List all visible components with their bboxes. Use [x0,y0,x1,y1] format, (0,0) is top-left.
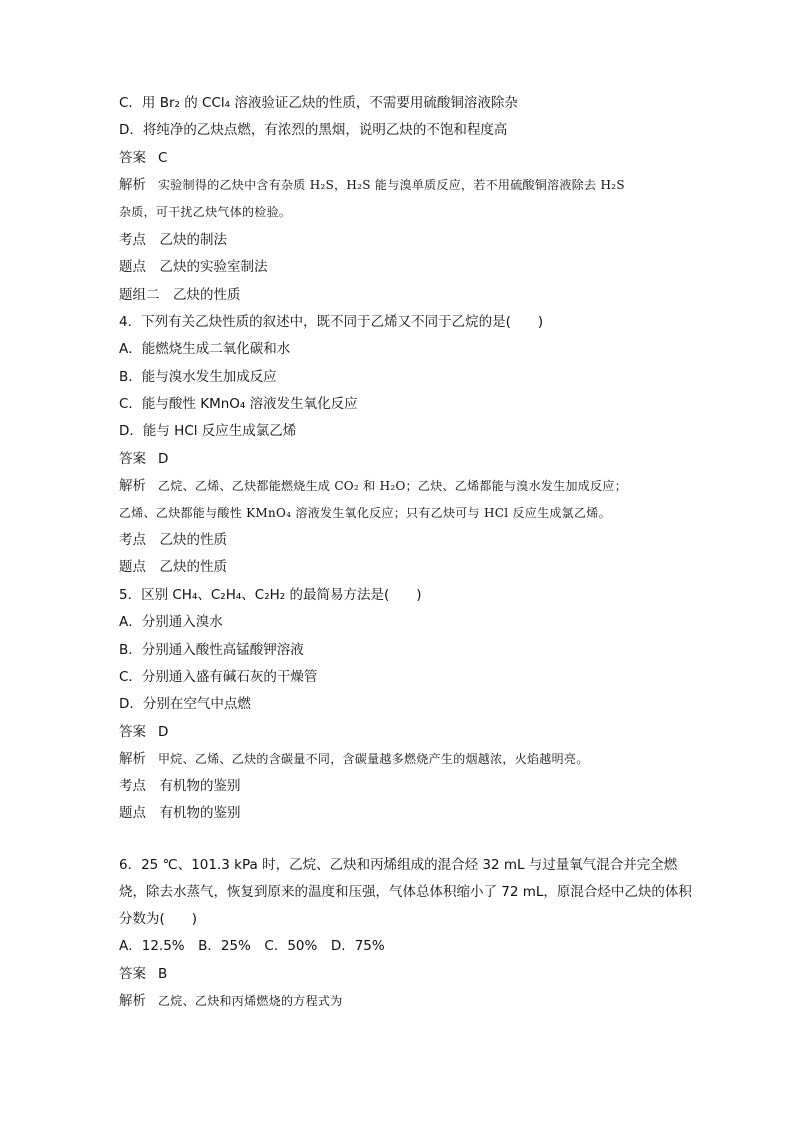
q4-option-a: A．能燃烧生成二氧化碳和水 [119,341,291,357]
q4-stem: 4．下列有关乙炔性质的叙述中，既不同于乙烯又不同于乙烷的是( ) [119,314,544,330]
q4-option-c: C．能与酸性 KMnO₄ 溶液发生氧化反应 [119,396,358,412]
q4-tidian: 题点 乙炔的性质 [119,559,227,575]
explanation-text: 乙烷、乙炔和丙烯燃烧的方程式为 [158,994,343,1008]
q4-option-d: D．能与 HCl 反应生成氯乙烯 [119,423,297,439]
q4-explanation-line1 [119,476,699,496]
explanation-label: 解析 [119,478,146,494]
answer-value: D [158,724,169,740]
answer-label: 答案 [119,724,146,740]
q4-option-b: B．能与溴水发生加成反应 [119,369,277,385]
group-heading: 题组二 乙炔的性质 [119,287,241,303]
explanation-label: 解析 [119,751,146,767]
q5-option-d: D．分别在空气中点燃 [119,696,251,712]
q3-tidian: 题点 乙炔的实验室制法 [119,259,268,275]
q5-option-c: C．分别通入盛有碱石灰的干燥管 [119,669,318,685]
q6-answer [119,964,699,984]
answer-label: 答案 [119,966,146,982]
q3-kaodian: 考点 乙炔的制法 [119,232,227,248]
q4-answer [119,449,699,469]
q5-tidian: 题点 有机物的鉴别 [119,805,241,821]
q3-explanation-line1 [119,175,699,195]
q5-stem: 5．区别 CH₄、C₂H₄、C₂H₂ 的最简易方法是( ) [119,587,422,603]
q3-explanation-line2: 杂质，可干扰乙炔气体的检验。 [119,205,292,219]
q6-stem: 6．25 ℃、101.3 kPa 时，乙烷、乙炔和丙烯组成的混合烃 32 mL 与过量氧气混合并完全燃烧，除去水蒸气，恢复到原来的温度和压强，气体总体积缩小了 72 mL，原混合烃中乙炔的体积分数为( ) [119,857,692,927]
q3-option-c: C．用 Br₂ 的 CCl₄ 溶液验证乙炔的性质，不需要用硫酸铜溶液除杂 [119,95,518,111]
answer-value: B [158,966,168,982]
answer-label: 答案 [119,451,146,467]
q5-kaodian: 考点 有机物的鉴别 [119,778,241,794]
explanation-text: 实验制得的乙炔中含有杂质 H₂S，H₂S 能与溴单质反应，若不用硫酸铜溶液除去 H₂S [158,178,625,192]
explanation-label: 解析 [119,177,146,193]
q5-explanation-line1 [119,749,699,769]
q3-option-d: D．将纯净的乙炔点燃，有浓烈的黑烟，说明乙炔的不饱和程度高 [119,122,508,138]
answer-value: C [158,150,168,166]
answer-value: D [158,451,169,467]
q4-kaodian: 考点 乙炔的性质 [119,532,227,548]
explanation-label: 解析 [119,993,146,1009]
q6-options: A．12.5% B．25% C．50% D．75% [119,938,385,954]
q5-option-b: B．分别通入酸性高锰酸钾溶液 [119,642,304,658]
q5-option-a: A．分别通入溴水 [119,614,223,630]
answer-label: 答案 [119,150,146,166]
explanation-text: 乙烷、乙烯、乙炔都能燃烧生成 CO₂ 和 H₂O；乙炔、乙烯都能与溴水发生加成反应； [158,479,627,493]
q3-answer [119,148,699,168]
q4-explanation-line2: 乙烯、乙炔都能与酸性 KMnO₄ 溶液发生氧化反应；只有乙炔可与 HCl 反应生成氯乙烯。 [119,506,611,520]
q5-answer [119,722,699,742]
q6-explanation-line1 [119,991,699,1011]
explanation-text: 甲烷、乙烯、乙炔的含碳量不同，含碳量越多燃烧产生的烟越浓，火焰越明亮。 [158,752,589,766]
